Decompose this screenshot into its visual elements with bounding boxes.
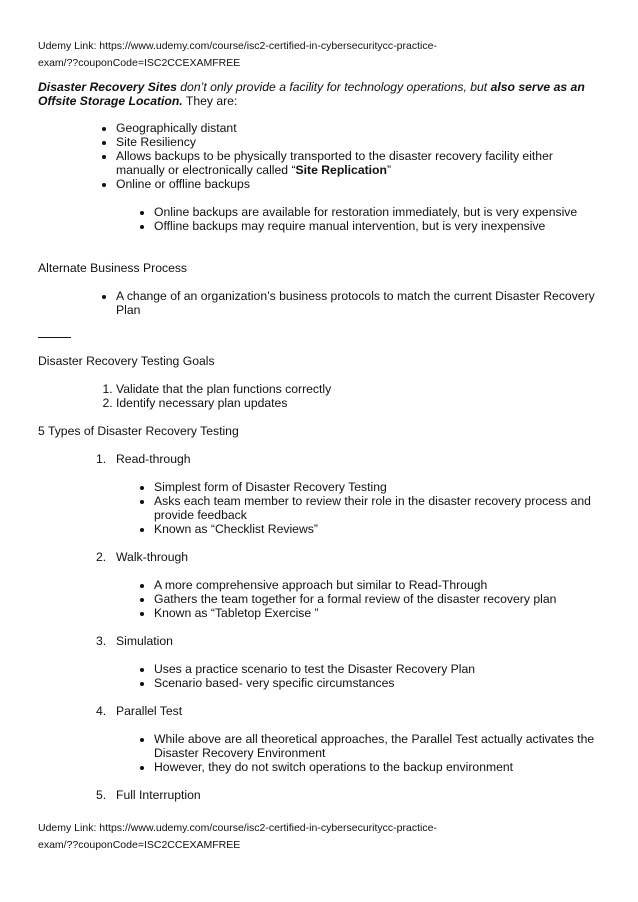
intro-bold-1: Disaster Recovery Sites <box>38 80 177 94</box>
type-bullets <box>134 662 603 690</box>
list-item: • Site Resiliency <box>116 135 603 149</box>
type-heading <box>96 634 603 648</box>
list-item: • Known as “Checklist Reviews” <box>154 522 603 536</box>
list-item: • Uses a practice scenario to test the Disaster Recovery Plan <box>154 662 603 676</box>
goals-title: Disaster Recovery Testing Goals <box>38 354 215 368</box>
intro-text-2: They are: <box>182 94 238 108</box>
type-bullets <box>134 732 603 774</box>
type-heading <box>96 452 603 466</box>
goals-list <box>96 382 603 410</box>
list-item: • Gathers the team together for a formal review of the disaster recovery plan <box>154 592 603 606</box>
replication-end: ” <box>386 163 392 177</box>
replication-bold: Site Replication <box>295 163 387 177</box>
replication-text: Allows backups to be physically transported to the disaster recovery facility either manually or electronically called “ <box>116 149 553 177</box>
type-bullets <box>134 480 603 536</box>
list-item: • Known as “Tabletop Exercise ” <box>154 606 603 620</box>
type-heading <box>96 550 603 564</box>
list-item: • Scenario based- very specific circumstances <box>154 676 603 690</box>
list-item: • However, they do not switch operations to the backup environment <box>154 760 603 774</box>
divider <box>38 337 71 338</box>
type-number: 3. <box>96 634 107 648</box>
page-header <box>38 38 598 72</box>
page-footer <box>38 820 598 854</box>
type-name: Walk-through <box>116 550 189 564</box>
list-item: • A change of an organization’s business protocols to match the current Disaster Recovery Plan <box>116 289 603 317</box>
type-number: 4. <box>96 704 107 718</box>
list-item: 2. Identify necessary plan updates <box>116 396 603 410</box>
type-number: 2. <box>96 550 107 564</box>
type-heading <box>96 704 603 718</box>
header-link-line1[interactable]: Udemy Link: https://www.udemy.com/course/isc2-certified-in-cybersecuritycc-practice- <box>38 40 437 52</box>
type-name: Full Interruption <box>116 788 201 802</box>
type-heading <box>96 788 603 802</box>
list-item: • Simplest form of Disaster Recovery Testing <box>154 480 603 494</box>
list-item: • Offline backups may require manual intervention, but is very inexpensive <box>154 219 603 233</box>
list-item: • Asks each team member to review their role in the disaster recovery process and provide feedback <box>154 494 603 522</box>
list-item: • Online or offline backups <box>116 177 603 191</box>
backup-list <box>134 205 603 233</box>
type-number: 1. <box>96 452 107 466</box>
list-item <box>116 149 603 177</box>
list-item: • Online backups are available for restoration immediately, but is very expensive <box>154 205 603 219</box>
intro-bold-2: also serve as an Offsite Storage Location. <box>38 80 585 108</box>
list-item: 1. Validate that the plan functions correctly <box>116 382 603 396</box>
alternate-list <box>96 289 603 317</box>
intro-text-1: don’t only provide a facility for technology operations, but <box>176 80 491 94</box>
footer-link-line2[interactable]: exam/??couponCode=ISC2CCEXAMFREE <box>38 839 241 851</box>
alternate-title: Alternate Business Process <box>38 261 188 275</box>
document-body <box>38 80 603 802</box>
list-item: • While above are all theoretical approaches, the Parallel Test actually activates the Disaster Recovery Environment <box>154 732 603 760</box>
list-item: • A more comprehensive approach but similar to Read-Through <box>154 578 603 592</box>
list-item: • Geographically distant <box>116 121 603 135</box>
type-bullets <box>134 578 603 620</box>
type-number: 5. <box>96 788 107 802</box>
sites-list <box>96 121 603 191</box>
footer-link-line1[interactable]: Udemy Link: https://www.udemy.com/course/isc2-certified-in-cybersecuritycc-practice- <box>38 822 437 834</box>
type-name: Simulation <box>116 634 173 648</box>
type-name: Read-through <box>116 452 191 466</box>
type-name: Parallel Test <box>116 704 183 718</box>
types-title: 5 Types of Disaster Recovery Testing <box>38 424 239 438</box>
header-link-line2[interactable]: exam/??couponCode=ISC2CCEXAMFREE <box>38 57 241 69</box>
intro-paragraph <box>38 80 603 108</box>
